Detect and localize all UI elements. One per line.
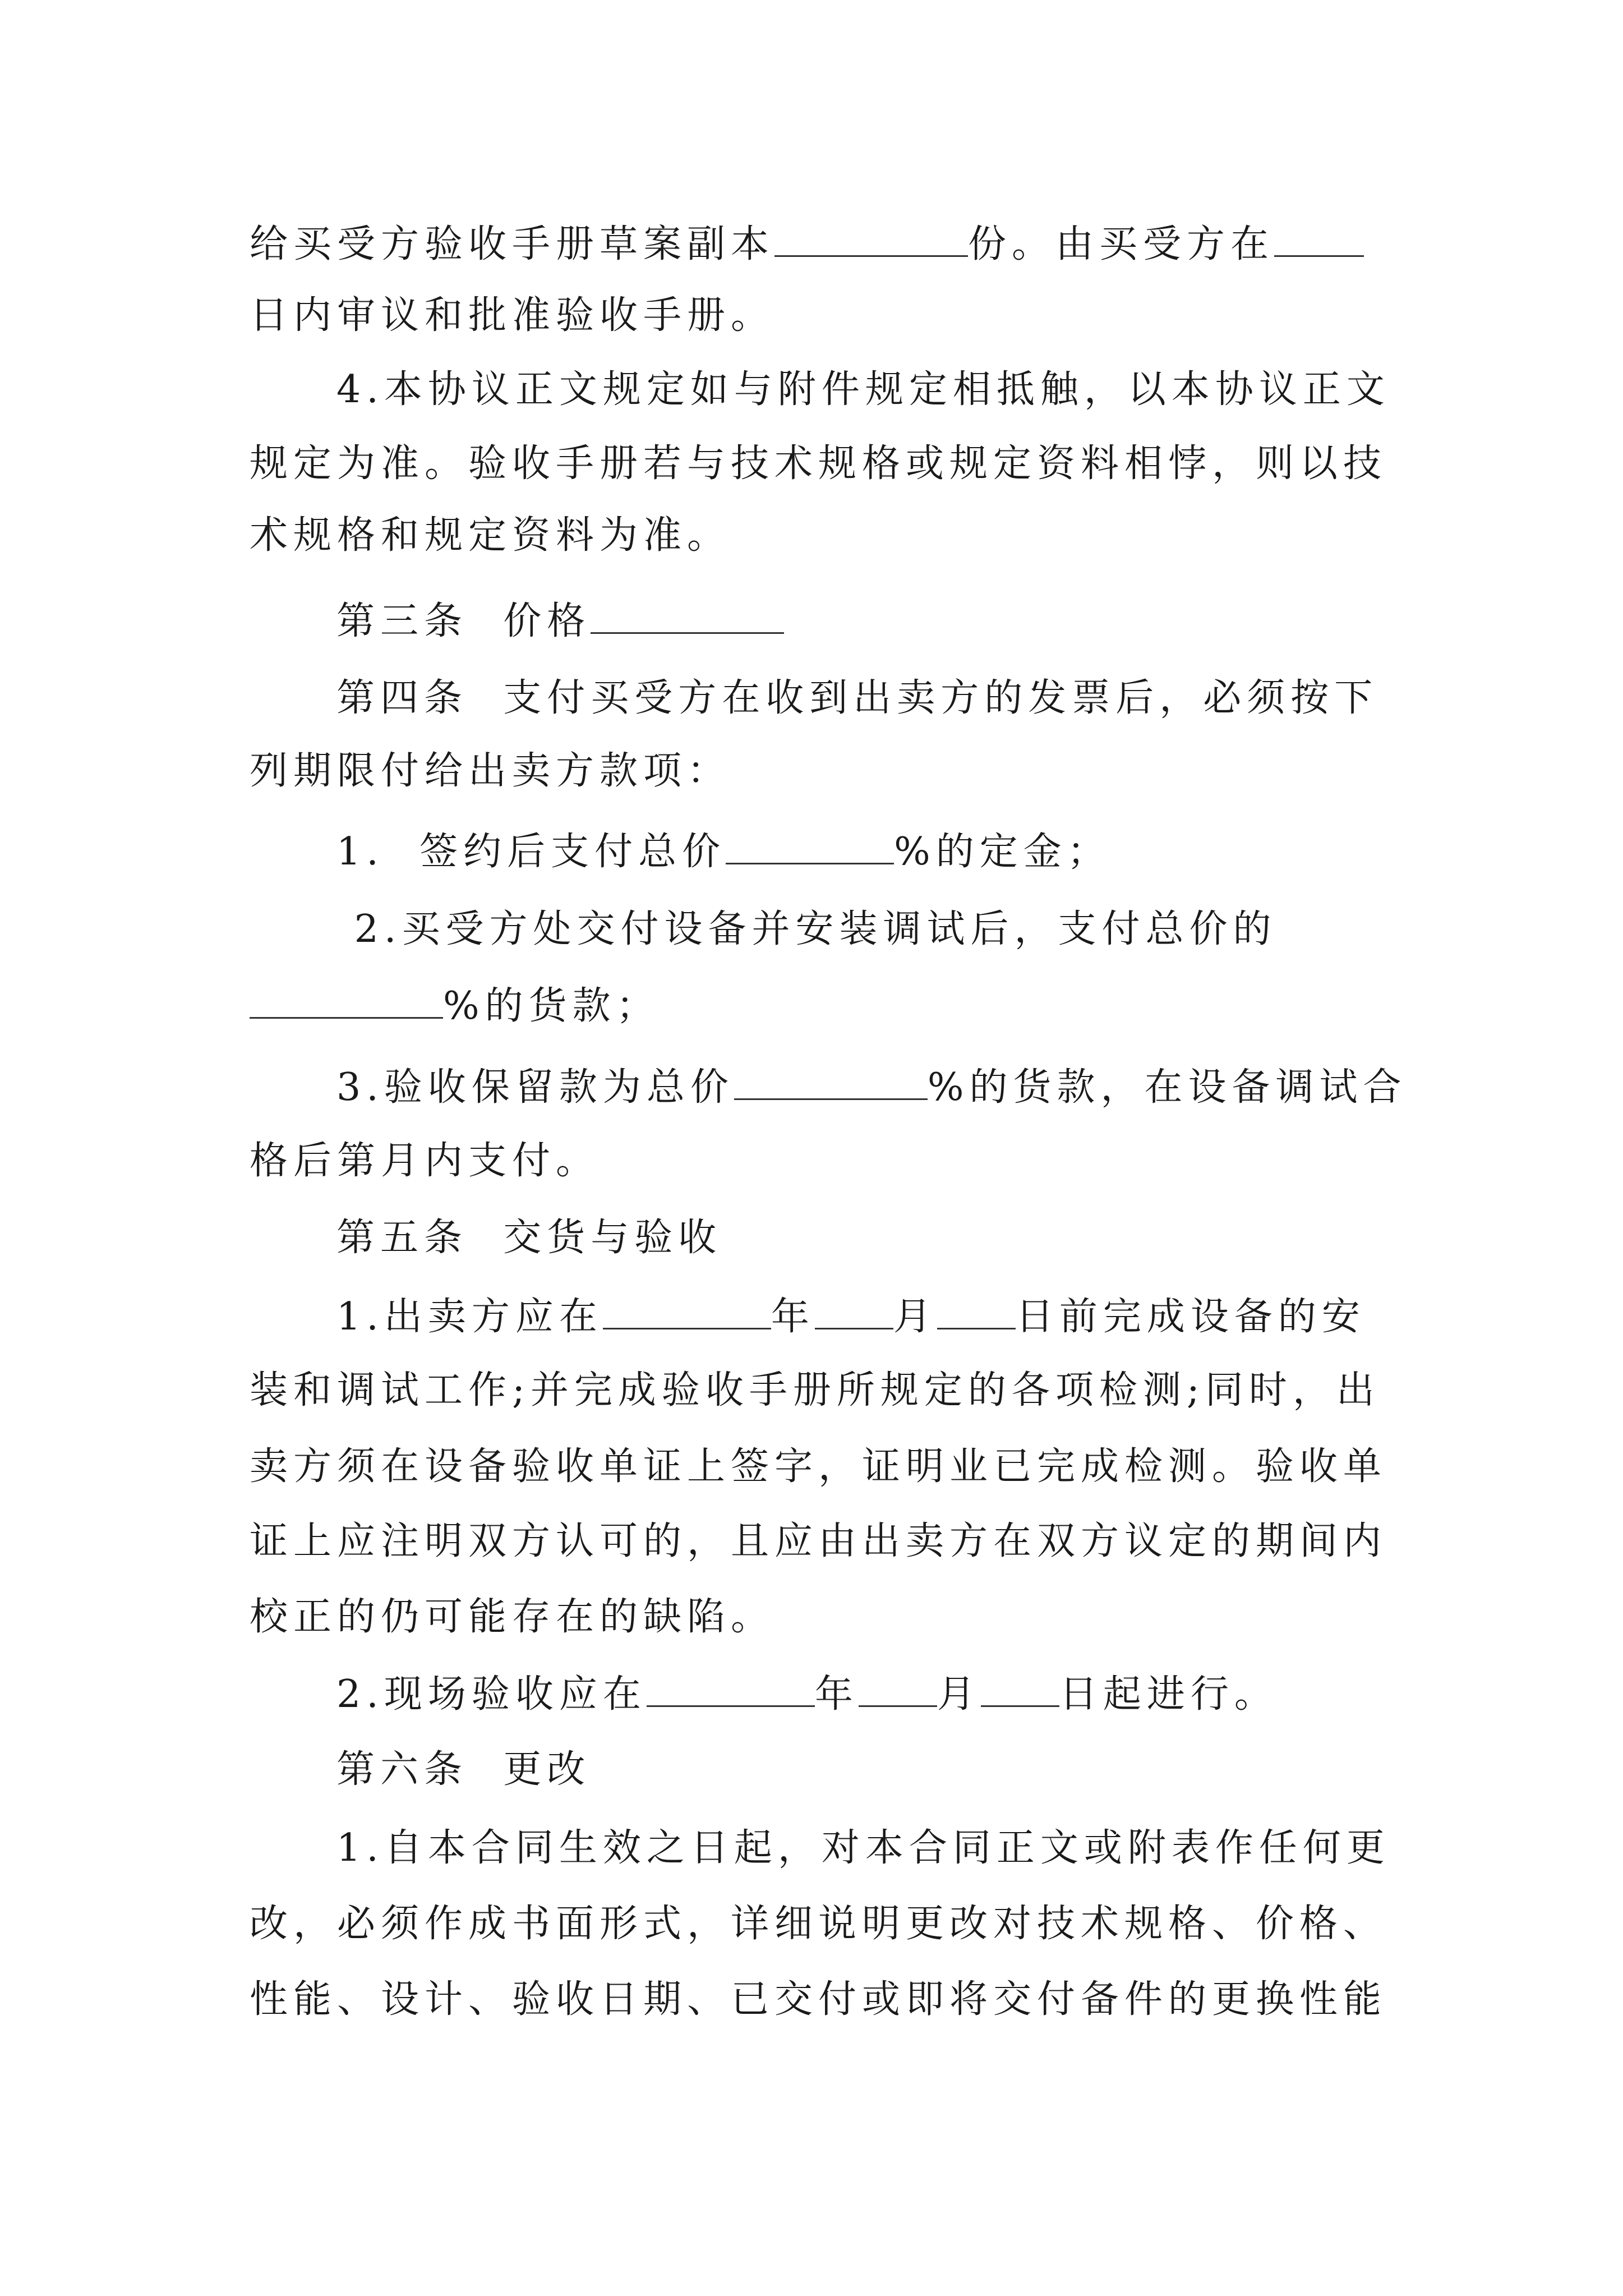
text-span: 年 [814, 1672, 859, 1717]
text-span: %的定金； [894, 830, 1111, 874]
paragraph-line [250, 222, 1364, 266]
blank-field [250, 983, 443, 1019]
paragraph-line: 改，必须作成书面形式，详细说明更改对技术规格、价格、 [250, 1902, 1387, 1946]
list-item [336, 1065, 1407, 1110]
paragraph-line: 格后第月内支付。 [250, 1139, 600, 1183]
blank-field [774, 222, 968, 257]
blank-field [937, 1294, 1016, 1329]
blank-field [859, 1672, 937, 1707]
list-item: 2.买受方处交付设备并安装调试后，支付总价的 [336, 907, 1277, 951]
text-span: 给买受方验收手册草案副本 [250, 222, 775, 266]
blank-field [981, 1672, 1059, 1707]
list-item: 1.自本合同生效之日起，对本合同正文或附表作任何更 [336, 1826, 1390, 1870]
list-item [336, 829, 1111, 874]
text-span: 月 [893, 1295, 937, 1339]
paragraph-line: 4.本协议正文规定如与附件规定相抵触，以本协议正文 [336, 367, 1390, 412]
section-heading [336, 599, 784, 643]
text-span: 2.现场验收应在 [336, 1672, 647, 1717]
text-span: 日前完成设备的安 [1015, 1295, 1366, 1339]
section-heading: 第五条 交货与验收 [336, 1216, 722, 1260]
text-span: 日起进行。 [1059, 1672, 1278, 1717]
text-span: 月 [937, 1672, 981, 1717]
text-span: 1. 签约后支付总价 [336, 830, 726, 874]
paragraph-line: 规定为准。验收手册若与技术规格或规定资料相悖，则以技 [250, 441, 1387, 486]
text-span: 第三条 价格 [336, 599, 591, 643]
blank-field [734, 1065, 928, 1100]
blank-field [647, 1672, 815, 1707]
blank-field [1274, 222, 1364, 257]
paragraph-line: 性能、设计、验收日期、已交付或即将交付备件的更换性能 [250, 1977, 1387, 2022]
blank-field [603, 1294, 771, 1329]
paragraph-line: 证上应注明双方认可的，且应由出卖方在双方议定的期间内 [250, 1519, 1387, 1563]
list-item [336, 1294, 1366, 1339]
paragraph-line: 卖方须在设备验收单证上签字，证明业已完成检测。验收单 [250, 1444, 1387, 1489]
blank-field [815, 1294, 893, 1329]
paragraph-line [250, 983, 660, 1028]
blank-field [591, 599, 784, 634]
paragraph-line: 术规格和规定资料为准。 [250, 513, 731, 558]
list-item [336, 1672, 1278, 1717]
paragraph-line: 校正的仍可能存在的缺陷。 [250, 1595, 775, 1639]
paragraph-line: 列期限付给出卖方款项： [250, 749, 731, 793]
section-heading: 第六条 更改 [336, 1747, 591, 1792]
text-span: 年 [771, 1295, 815, 1339]
blank-field [726, 829, 894, 864]
text-span: 1.出卖方应在 [336, 1295, 603, 1339]
paragraph-line: 日内审议和批准验收手册。 [250, 293, 775, 338]
text-span: %的货款； [443, 984, 660, 1028]
text-span: %的货款，在设备调试合 [927, 1065, 1407, 1110]
text-span: 3.验收保留款为总价 [336, 1065, 734, 1110]
text-span: 份。由买受方在 [968, 222, 1275, 266]
paragraph-line: 装和调试工作;并完成验收手册所规定的各项检测;同时，出 [250, 1368, 1380, 1412]
paragraph-line: 第四条 支付买受方在收到出卖方的发票后，必须按下 [336, 676, 1378, 720]
